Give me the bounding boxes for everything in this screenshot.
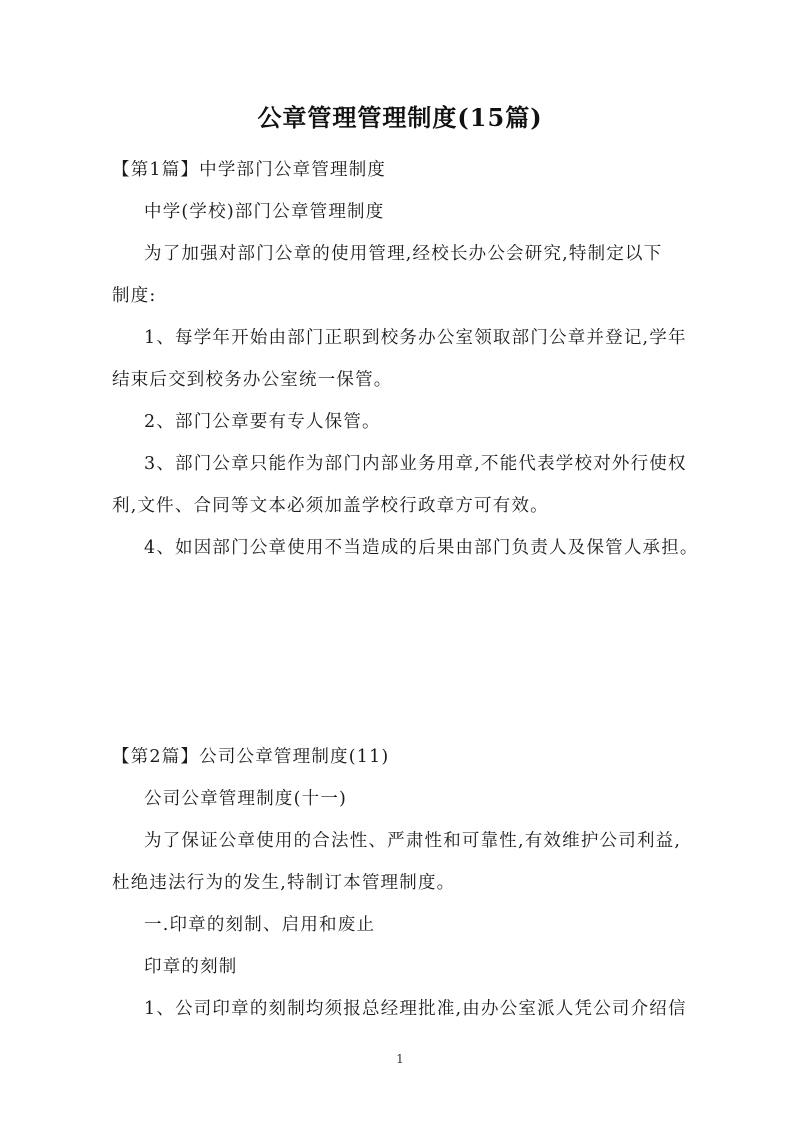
section-1-intro-line-2: 制度: [112, 286, 157, 306]
section-1-item-4: 4、如因部门公章使用不当造成的后果由部门负责人及保管人承担。 [144, 538, 699, 558]
section-2-part-1-sub: 印章的刻制 [144, 957, 238, 977]
section-1-item-1-line-2: 结束后交到校务办公室统一保管。 [112, 370, 393, 390]
section-1-item-2: 2、部门公章要有专人保管。 [144, 412, 381, 432]
section-2-part-1-heading: 一.印章的刻制、启用和废止 [144, 915, 376, 935]
section-1-item-3-line-2: 利,文件、合同等文本必须加盖学校行政章方可有效。 [112, 496, 549, 516]
section-2-item-1-line-1: 1、公司印章的刻制均须报总经理批准,由办公室派人凭公司介绍信 [144, 999, 687, 1019]
page-number: 1 [396, 1052, 404, 1066]
section-2-intro-line-1: 为了保证公章使用的合法性、严肃性和可靠性,有效维护公司利益, [144, 831, 682, 851]
section-2-heading: 【第2篇】公司公章管理制度(11) [112, 747, 390, 767]
section-1-subtitle: 中学(学校)部门公章管理制度 [144, 202, 385, 222]
section-1-item-1-line-1: 1、每学年开始由部门正职到校务办公室领取部门公章并登记,学年 [144, 328, 687, 348]
document-title: 公章管理管理制度(15篇) [257, 103, 543, 132]
section-2-intro-line-2: 杜绝违法行为的发生,特制订本管理制度。 [112, 873, 456, 893]
section-1-heading: 【第1篇】中学部门公章管理制度 [112, 160, 387, 180]
section-1-intro-line-1: 为了加强对部门公章的使用管理,经校长办公会研究,特制定以下 [144, 244, 663, 264]
section-2-subtitle: 公司公章管理制度(十一) [144, 789, 348, 809]
section-1-item-3-line-1: 3、部门公章只能作为部门内部业务用章,不能代表学校对外行使权 [144, 454, 687, 474]
